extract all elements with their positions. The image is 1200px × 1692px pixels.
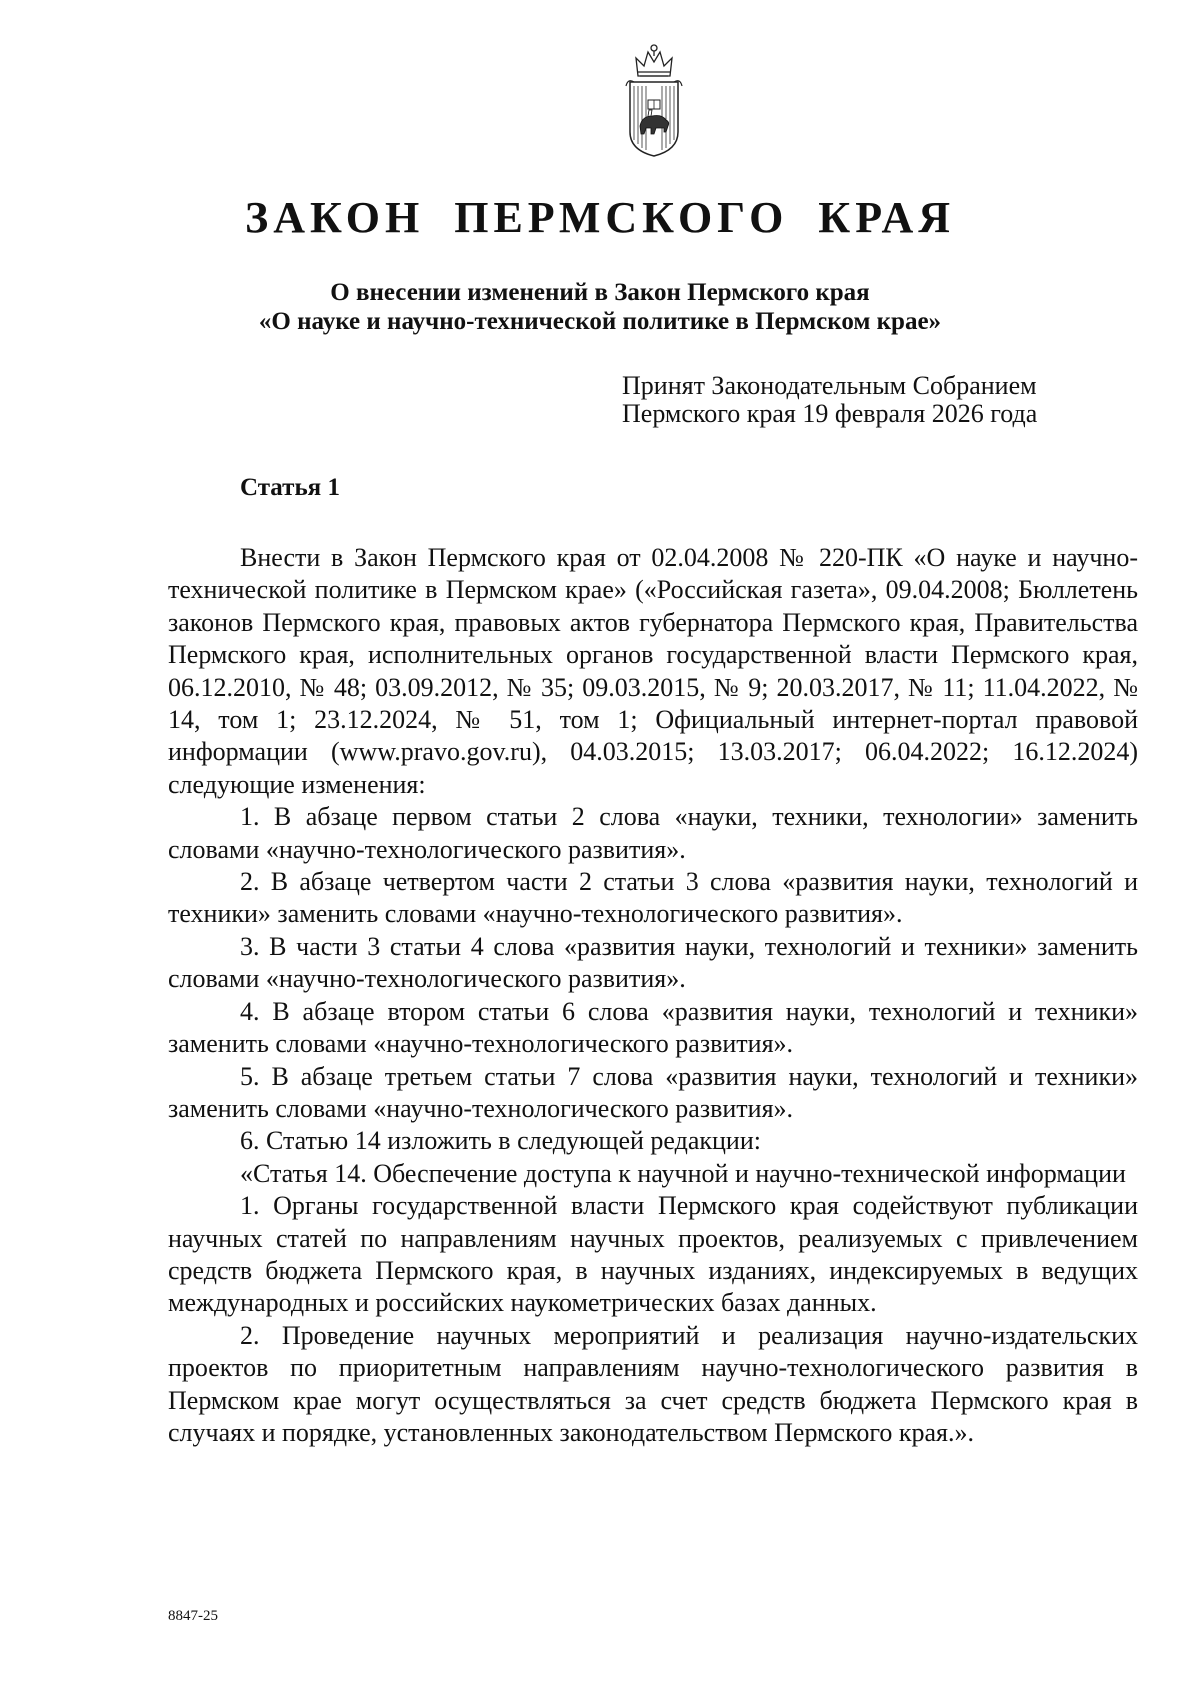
subtitle-line-2: «О науке и научно-технической политике в Пермском крае» — [258, 308, 942, 335]
paragraph-item-3: 3. В части 3 статьи 4 слова «развития науки, технологий и техники» заменить словами «научно-технологического развития». — [168, 931, 1138, 994]
perm-krai-coat-of-arms-icon — [618, 40, 690, 158]
document-subtitle — [0, 278, 1200, 336]
article-body — [168, 542, 1138, 1449]
paragraph-article-14-part-1: 1. Органы государственной власти Пермского края содействуют публикации научных статей по направлениям научных проектов, реализуемых с привлечением средств бюджета Пермского края, в научных изданиях, индексируемых в ведущих международных и российских наукометрических базах данных. — [168, 1191, 1138, 1318]
adoption-line-2: Пермского края 19 февраля 2026 года — [622, 399, 1038, 428]
paragraph-item-4: 4. В абзаце втором статьи 6 слова «развития науки, технологий и техники» заменить словами «научно-технологического развития». — [168, 996, 1138, 1059]
paragraph-article-14-title: «Статья 14. Обеспечение доступа к научной и научно-технической информации — [240, 1158, 1126, 1188]
adoption-note — [622, 372, 1082, 428]
paragraph-item-1: 1. В абзаце первом статьи 2 слова «науки, техники, технологии» заменить словами «научно-технологического развития». — [168, 802, 1138, 864]
document-title: ЗАКОН ПЕРМСКОГО КРАЯ — [244, 193, 956, 242]
paragraph-item-2: 2. В абзаце четвертом части 2 статьи 3 слова «развития науки, технологий и техники» заменить словами «научно-технологического развития». — [168, 867, 1138, 929]
subtitle-line-1: О внесении изменений в Закон Пермского края — [330, 279, 870, 306]
paragraph-article-14-part-2: 2. Проведение научных мероприятий и реализация научно-издательских проектов по приоритетным направлениям научно-технологического развития в Пермском крае могут осуществляться за счет средств бюджета Пермского края в случаях и порядке, установленных законодательством Пермского края.». — [168, 1320, 1138, 1447]
document-code: 8847-25 — [168, 1608, 218, 1624]
article-heading: Статья 1 — [240, 474, 340, 501]
paragraph-item-5: 5. В абзаце третьем статьи 7 слова «развития науки, технологий и техники» заменить словами «научно-технологического развития». — [168, 1061, 1138, 1123]
adoption-line-1: Принят Законодательным Собранием — [622, 371, 1037, 400]
paragraph-item-6: 6. Статью 14 изложить в следующей редакции: — [240, 1126, 761, 1156]
paragraph-intro: Внести в Закон Пермского края от 02.04.2008 № 220-ПК «О науке и научно-технической политике в Пермском крае» («Российская газета», 09.04.2008; Бюллетень законов Пермского края, правовых актов губернатора Пермского края, Правительства Пермского края, исполнительных органов государственной власти Пермского края, 06.12.2010, № 48; 03.09.2012, № 35; 09.03.2015, № 9; 20.03.2017, № 11; 11.04.2022, № 14, том 1; 23.12.2024, № 51, том 1; Официальный интернет-портал правовой информации (www.pravo.gov.ru), 04.03.2015; 13.03.2017; 06.04.2022; 16.12.2024) следующие изменения: — [168, 543, 1138, 799]
